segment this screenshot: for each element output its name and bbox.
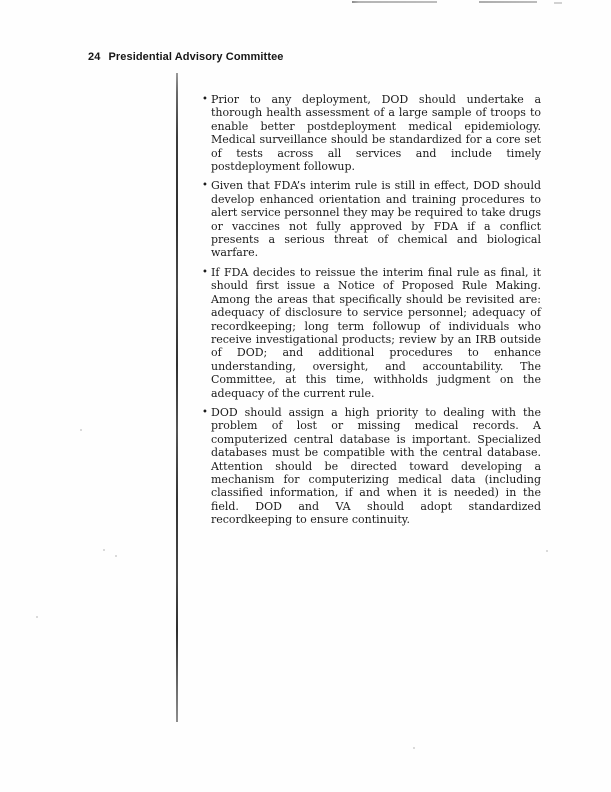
running-header-title: Presidential Advisory Committee [108, 51, 284, 63]
bullet-item [202, 266, 541, 400]
scan-speck [103, 549, 105, 551]
scan-speck [115, 555, 117, 557]
scan-speck [413, 747, 415, 749]
bullet-icon: • [202, 180, 208, 192]
bullet-item [202, 406, 541, 527]
scan-speck [36, 616, 38, 618]
bullet-icon: • [202, 266, 208, 278]
scan-speck [80, 429, 82, 431]
body-text-block [202, 93, 541, 533]
bullet-text: Prior to any deployment, DOD should undertake a thorough health assessment of a large sample of troops to enable better postdeployment medical epidemiology. Medical surveillance should be standardized for a core set of tests across all services and include timely postdeployment followup. [211, 93, 541, 174]
scan-artifact-bar [352, 1, 437, 3]
bullet-item [202, 93, 541, 173]
vertical-rule-line [176, 73, 178, 722]
bullet-icon: • [202, 94, 208, 105]
scan-artifact-bar [479, 1, 537, 3]
bullet-item [202, 179, 541, 259]
running-header [88, 51, 284, 63]
page-number: 24 [88, 51, 101, 63]
bullet-text: DOD should assign a high priority to dealing with the problem of lost or missing medical records. A computerized central database is important. Specialized databases must be compatible with the central database. Attention should be directed toward developing a mechanism for computerizing medical data (including classified information, if and when it is needed) in the field. DOD and VA should adopt standardized recordkeeping to ensure continuity. [211, 405, 541, 527]
scan-artifact-mark [554, 2, 562, 4]
bullet-icon: • [202, 406, 208, 418]
bullet-text: Given that FDA’s interim rule is still in effect, DOD should develop enhanced orientation and training procedures to alert service personnel they may be required to take drugs or vaccines not fully approved by FDA if a conflict presents a serious threat of chemical and biological warfare. [211, 179, 541, 260]
bullet-text: If FDA decides to reissue the interim final rule as final, it should first issue a Notice of Proposed Rule Making. Among the areas that specifically should be revisited are: adequacy of disclosure to service personnel; adequacy of recordkeeping; long term followup of individuals who receive investigational products; review by an IRB outside of DOD; and additional procedures to enhance understanding, oversight, and accountability. The Committee, at this time, withholds judgment on the adequacy of the current rule. [211, 265, 541, 400]
scan-speck [546, 550, 548, 552]
